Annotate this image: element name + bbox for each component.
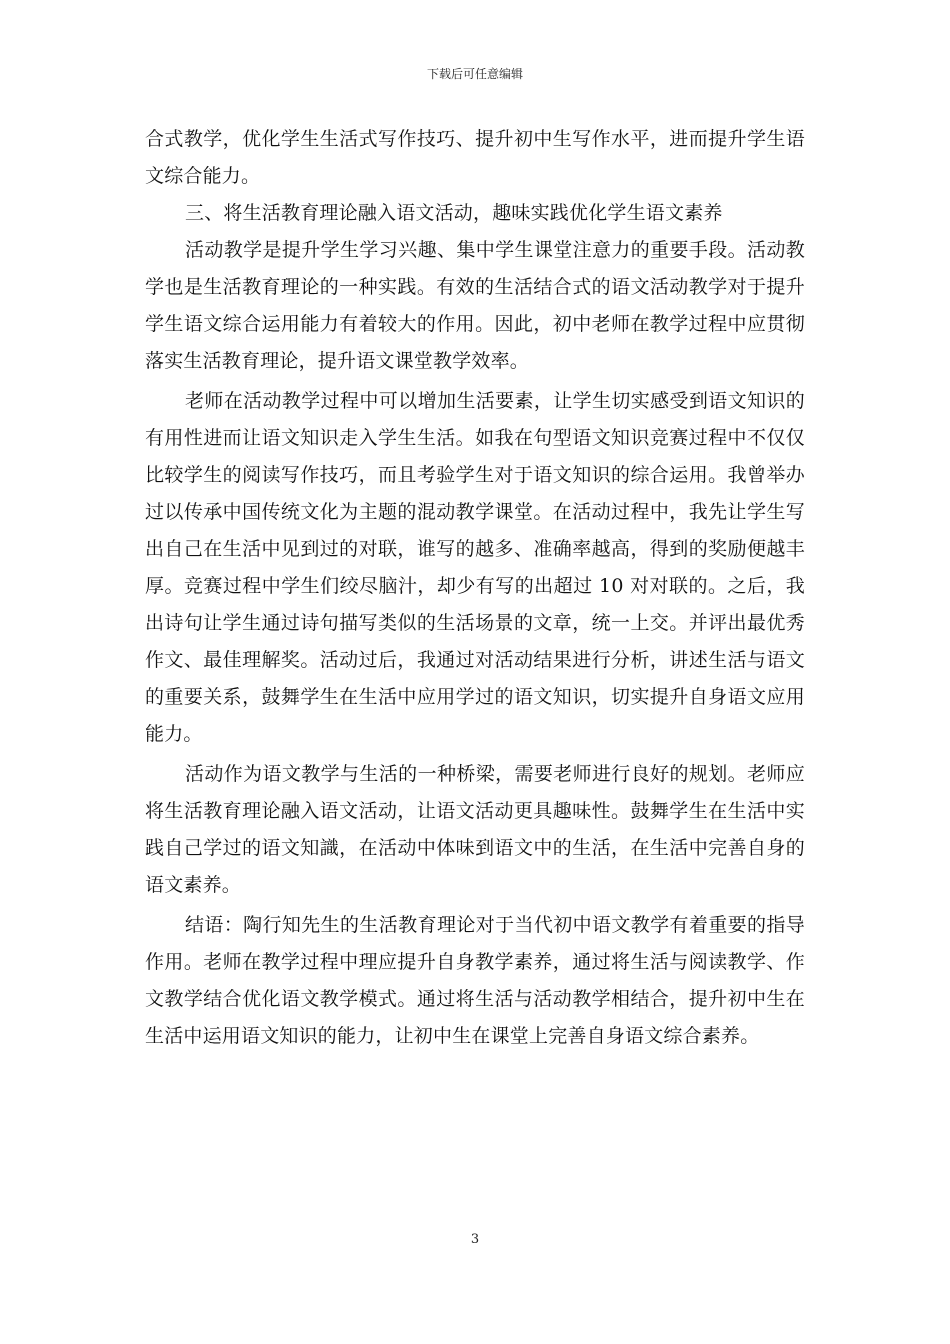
paragraph: 活动作为语文教学与生活的一种桥梁，需要老师进行良好的规划。老师应将生活教育理论融入语文活动，让语文活动更具趣味性。鼓舞学生在生活中实践自己学过的语文知識，在活动中体味到语文中的生活，在生活中完善自身的语文素养。 [145, 763, 805, 896]
paragraph: 老师在活动教学过程中可以增加生活要素，让学生切实感受到语文知识的有用性进而让语文知识走入学生生活。如我在句型语文知识竞赛过程中不仅仅比较学生的阅读写作技巧，而且考验学生对于语文知识的综合运用。我曾举办过以传承中国传统文化为主题的混动教学课堂。在活动过程中，我先让学生写出自己在生活中见到过的对联，谁写的越多、准确率越高，得到的奖励便越丰厚。竞赛过程中学生们绞尽脑汁，却少有写的出超过 10 对对联的。之后，我出诗句让学生通过诗句描写类似的生活场景的文章，统一上交。并评出最优秀作文、最佳理解奖。活动过后，我通过对活动结果进行分析，讲述生活与语文的重要关系，鼓舞学生在生活中应用学过的语文知识，切实提升自身语文应用能力。 [145, 390, 805, 745]
paragraph: 活动教学是提升学生学习兴趣、集中学生课堂注意力的重要手段。活动教学也是生活教育理论的一种实践。有效的生活结合式的语文活动教学对于提升学生语文综合运用能力有着较大的作用。因此，初中老师在教学过程中应贯彻落实生活教育理论，提升语文课堂教学效率。 [145, 239, 805, 372]
page-header: 下载后可任意编辑 [426, 67, 523, 81]
document-body [145, 121, 805, 1055]
section-heading: 三、将生活教育理论融入语文活动，趣味实践优化学生语文素养 [185, 202, 723, 224]
conclusion-paragraph: 结语：陶行知先生的生活教育理论对于当代初中语文教学有着重要的指导作用。老师在教学过程中理应提升自身教学素养，通过将生活与阅读教学、作文教学结合优化语文教学模式。通过将生活与活动教学相结合，提升初中生在生活中运用语文知识的能力，让初中生在课堂上完善自身语文综合素养。 [145, 914, 805, 1047]
page-number: 3 [470, 1232, 480, 1247]
paragraph-continuation: 合式教学，优化学生生活式写作技巧、提升初中生写作水平，进而提升学生语文综合能力。 [145, 128, 805, 187]
